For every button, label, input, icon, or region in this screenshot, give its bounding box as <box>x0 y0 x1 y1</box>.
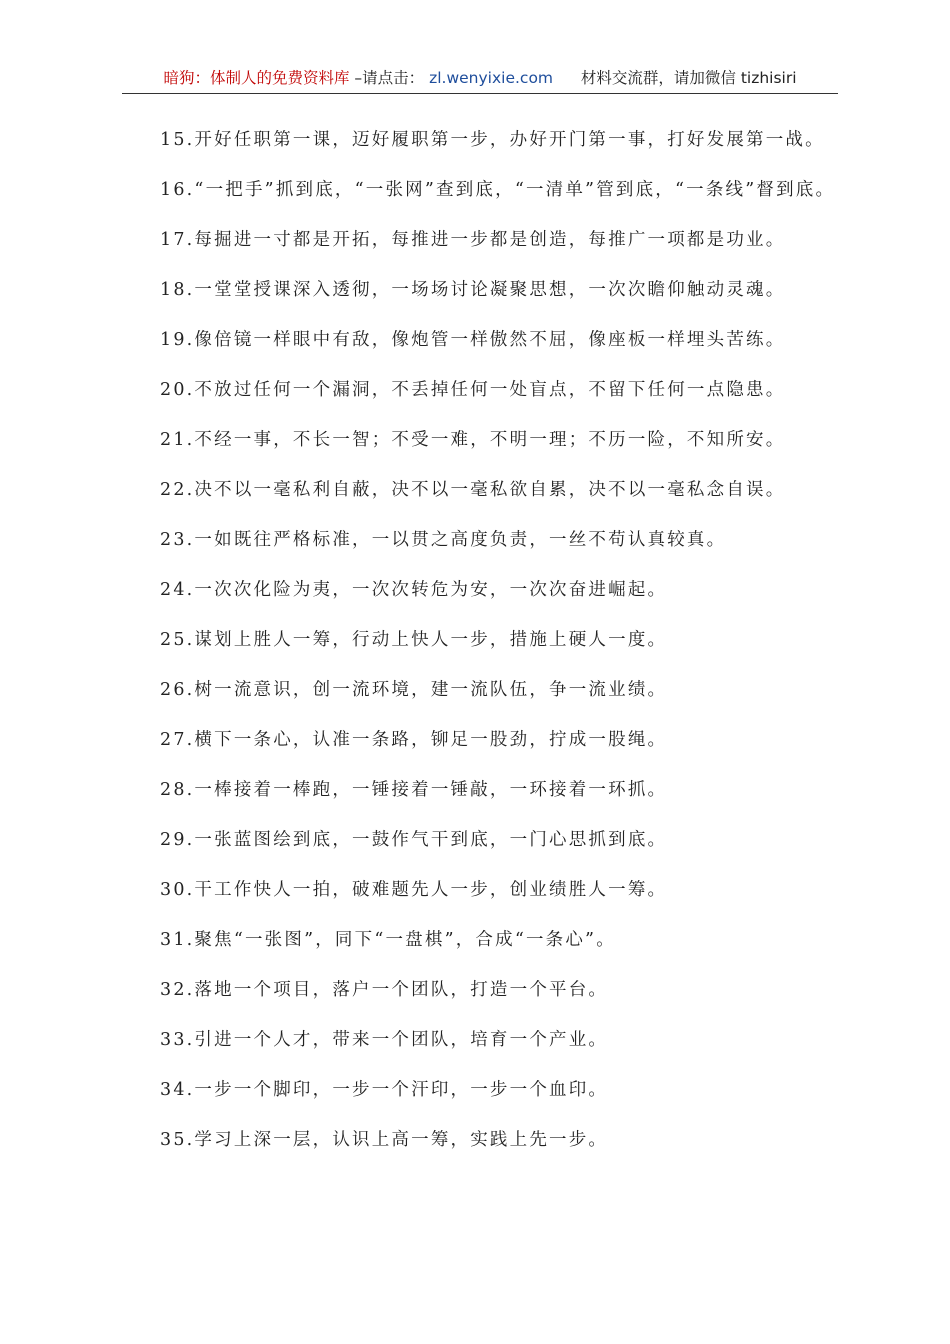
list-item-28: 28.一棒接着一棒跑，一锤接着一锤敲，一环接着一环抓。 <box>160 780 668 800</box>
list-item-23: 23.一如既往严格标准，一以贯之高度负责，一丝不苟认真较真。 <box>160 530 727 550</box>
list-item-34: 34.一步一个脚印，一步一个汗印，一步一个血印。 <box>160 1080 609 1100</box>
list-item-33: 33.引进一个人才，带来一个团队，培育一个产业。 <box>160 1030 609 1050</box>
list-item-27: 27.横下一条心，认准一条路，铆足一股劲，拧成一股绳。 <box>160 730 668 750</box>
list-item-24: 24.一次次化险为夷，一次次转危为安，一次次奋进崛起。 <box>160 580 668 600</box>
header-click-prompt: –请点击： <box>354 69 425 87</box>
header-brand: 暗狗：体制人的免费资料库 <box>163 69 350 87</box>
list-item-20: 20.不放过任何一个漏洞，不丢掉任何一处盲点，不留下任何一点隐患。 <box>160 380 786 400</box>
list-item-18: 18.一堂堂授课深入透彻，一场场讨论凝聚思想，一次次瞻仰触动灵魂。 <box>160 280 786 300</box>
document-body <box>122 126 836 1176</box>
list-item-30: 30.干工作快人一拍，破难题先人一步，创业绩胜人一筹。 <box>160 880 668 900</box>
list-item-15: 15.开好任职第一课，迈好履职第一步，办好开门第一事，打好发展第一战。 <box>160 130 825 150</box>
list-item-21: 21.不经一事，不长一智；不受一难，不明一理；不历一险，不知所安。 <box>160 430 786 450</box>
list-item-29: 29.一张蓝图绘到底，一鼓作气干到底，一门心思抓到底。 <box>160 830 668 850</box>
list-item-26: 26.树一流意识，创一流环境，建一流队伍，争一流业绩。 <box>160 680 668 700</box>
list-item-32: 32.落地一个项目，落户一个团队，打造一个平台。 <box>160 980 609 1000</box>
list-item-25: 25.谋划上胜人一筹，行动上快人一步，措施上硬人一度。 <box>160 630 668 650</box>
list-item-17: 17.每掘进一寸都是开拓，每推进一步都是创造，每推广一项都是功业。 <box>160 230 786 250</box>
list-item-19: 19.像倍镜一样眼中有敌，像炮管一样傲然不屈，像座板一样埋头苦练。 <box>160 330 786 350</box>
header-url-link[interactable]: zl.wenyixie.com <box>429 69 554 87</box>
list-item-35: 35.学习上深一层，认识上高一筹，实践上先一步。 <box>160 1130 609 1150</box>
page-header <box>122 66 838 94</box>
list-item-16: 16.“一把手”抓到底，“一张网”查到底，“一清单”管到底，“一条线”督到底。 <box>160 180 836 200</box>
list-item-22: 22.决不以一毫私利自蔽，决不以一毫私欲自累，决不以一毫私念自误。 <box>160 480 786 500</box>
list-item-31: 31.聚焦“一张图”，同下“一盘棋”，合成“一条心”。 <box>160 930 616 950</box>
header-contact: 材料交流群，请加微信 tizhisiri <box>580 69 797 87</box>
